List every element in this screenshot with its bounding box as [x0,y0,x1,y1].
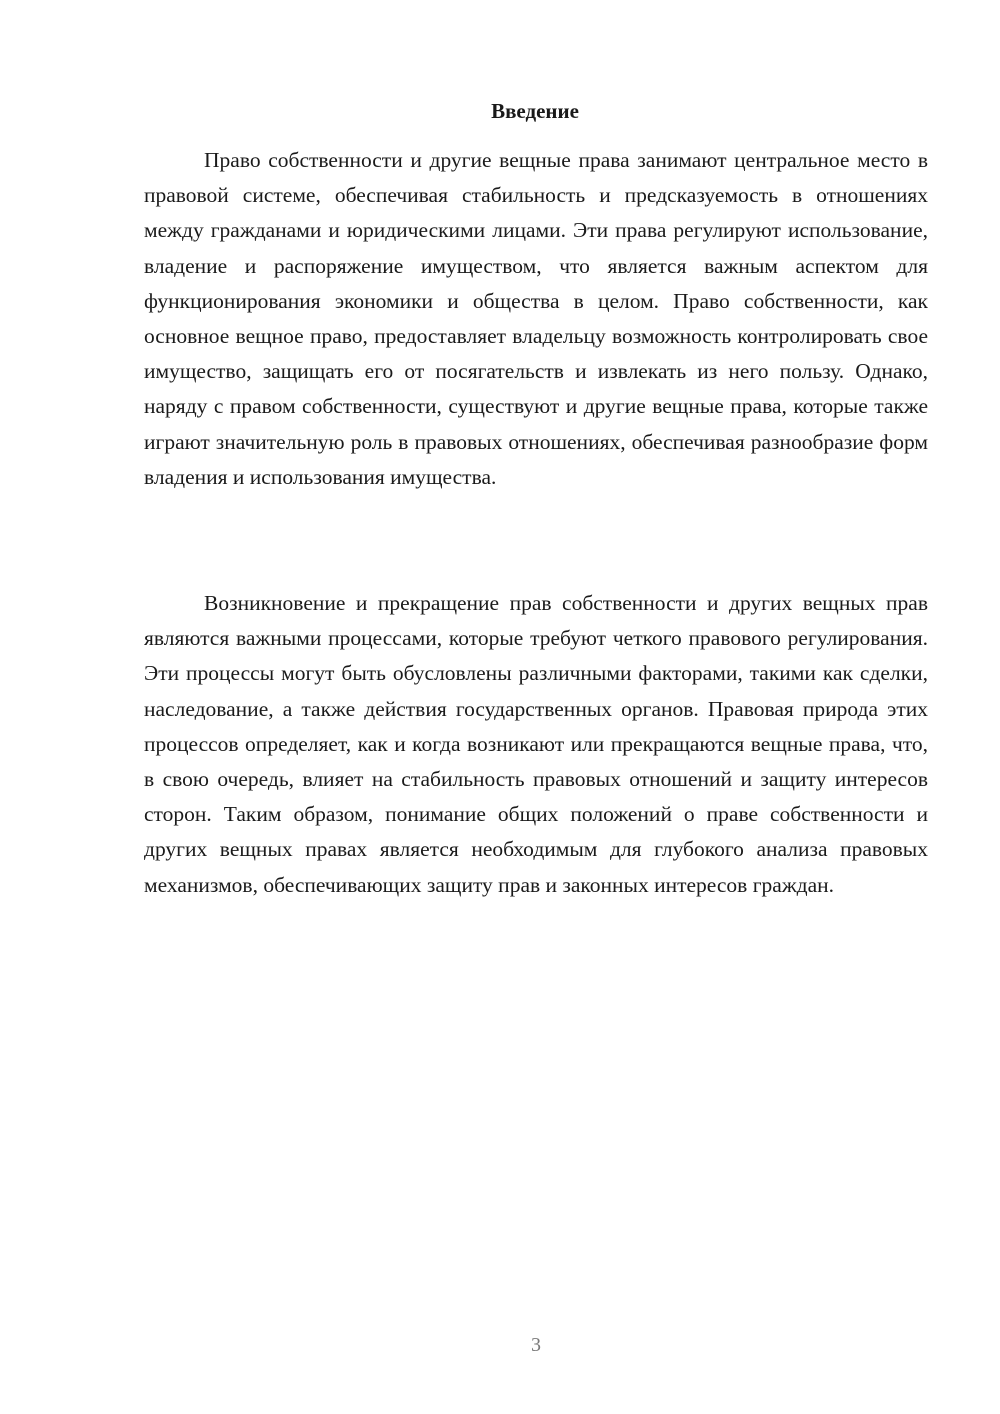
paragraph-2: Возникновение и прекращение прав собственности и других вещных прав являются важными процессами, которые требуют четкого правового регулирования. Эти процессы могут быть обусловлены различными факторами, такими как сделки, наследование, а также действия государственных органов. Правовая природа этих процессов определяет, как и когда возникают или прекращаются вещные права, что, в свою очередь, влияет на стабильность правовых отношений и защиту интересов сторон. Таким образом, понимание общих положений о праве собственности и других вещных правах является необходимым для глубокого анализа правовых механизмов, обеспечивающих защиту прав и законных интересов граждан. [144,591,928,897]
page-number: 3 [531,1334,541,1356]
section-heading: Введение [491,99,579,123]
paragraph-1: Право собственности и другие вещные права занимают центральное место в правовой системе, обеспечивая стабильность и предсказуемость в отношениях между гражданами и юридическими лицами. Эти права регулируют использование, владение и распоряжение имуществом, что является важным аспектом для функционирования экономики и общества в целом. Право собственности, как основное вещное право, предоставляет владельцу возможность контролировать свое имущество, защищать его от посягательств и извлекать из него пользу. Однако, наряду с правом собственности, существуют и другие вещные права, которые также играют значительную роль в правовых отношениях, обеспечивая разнообразие форм владения и использования имущества. [144,148,928,489]
